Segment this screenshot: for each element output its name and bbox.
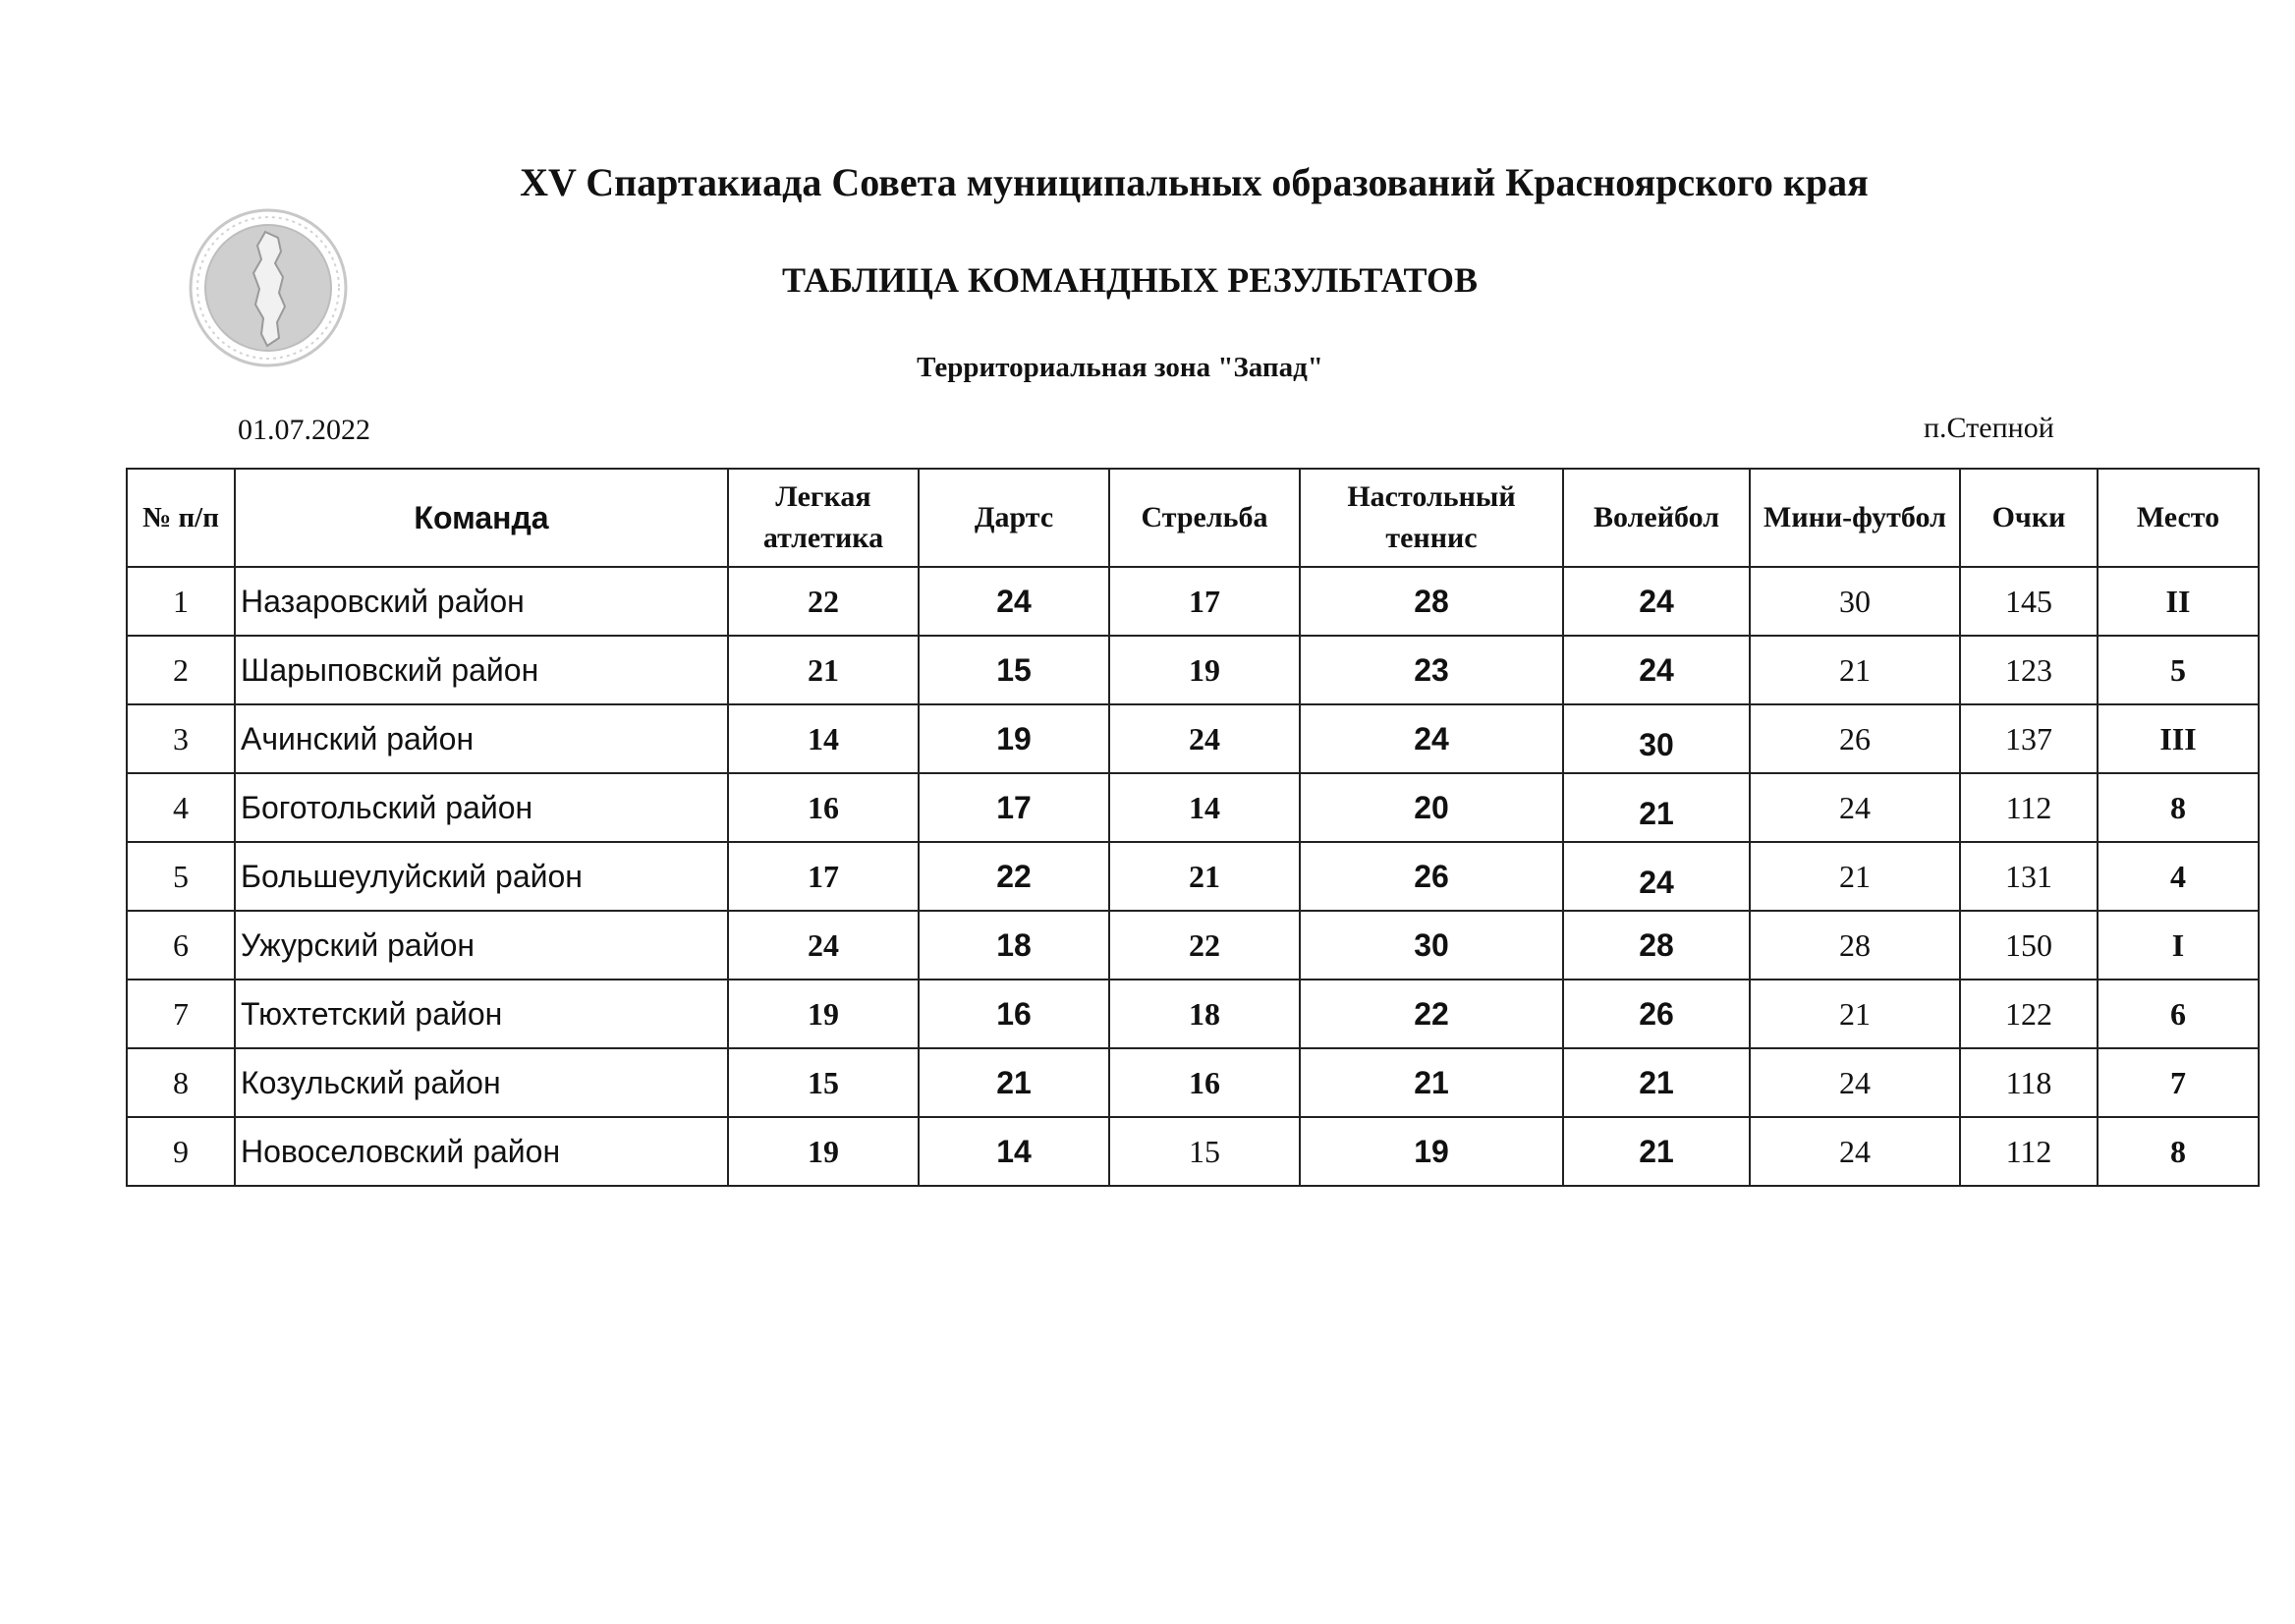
table-row — [127, 636, 2259, 704]
col-header-darts: Дартс — [919, 469, 1109, 567]
cell-volleyball: 21 — [1563, 773, 1750, 842]
table-row — [127, 773, 2259, 842]
cell-volleyball: 30 — [1563, 704, 1750, 773]
cell-shooting: 24 — [1109, 704, 1300, 773]
cell-volleyball: 26 — [1563, 980, 1750, 1048]
cell-points: 123 — [1960, 636, 2098, 704]
cell-table-tennis: 28 — [1300, 567, 1563, 636]
cell-place: 8 — [2098, 773, 2259, 842]
cell-athletics: 19 — [728, 980, 919, 1048]
cell-num: 5 — [127, 842, 235, 911]
cell-num: 1 — [127, 567, 235, 636]
cell-athletics: 15 — [728, 1048, 919, 1117]
cell-mini-football: 21 — [1750, 636, 1960, 704]
table-row — [127, 704, 2259, 773]
col-header-shooting: Стрельба — [1109, 469, 1300, 567]
cell-team: Новоселовский район — [235, 1117, 728, 1186]
cell-darts: 17 — [919, 773, 1109, 842]
cell-darts: 24 — [919, 567, 1109, 636]
cell-table-tennis: 20 — [1300, 773, 1563, 842]
cell-place: I — [2098, 911, 2259, 980]
table-row — [127, 567, 2259, 636]
cell-team: Шарыповский район — [235, 636, 728, 704]
cell-table-tennis: 30 — [1300, 911, 1563, 980]
cell-points: 112 — [1960, 773, 2098, 842]
cell-mini-football: 28 — [1750, 911, 1960, 980]
col-header-mini-football-label: Мини-футбол — [1763, 501, 1946, 533]
cell-volleyball: 28 — [1563, 911, 1750, 980]
event-location: п.Степной — [1924, 412, 2054, 444]
cell-table-tennis: 22 — [1300, 980, 1563, 1048]
cell-team: Ачинский район — [235, 704, 728, 773]
cell-shooting: 22 — [1109, 911, 1300, 980]
cell-shooting: 17 — [1109, 567, 1300, 636]
cell-shooting: 14 — [1109, 773, 1300, 842]
cell-place: 6 — [2098, 980, 2259, 1048]
cell-volleyball: 24 — [1563, 567, 1750, 636]
col-header-team: Команда — [235, 469, 728, 567]
cell-points: 131 — [1960, 842, 2098, 911]
cell-place: 8 — [2098, 1117, 2259, 1186]
cell-num: 6 — [127, 911, 235, 980]
cell-athletics: 24 — [728, 911, 919, 980]
cell-num: 2 — [127, 636, 235, 704]
cell-mini-football: 26 — [1750, 704, 1960, 773]
cell-mini-football: 24 — [1750, 773, 1960, 842]
table-row — [127, 1048, 2259, 1117]
cell-num: 7 — [127, 980, 235, 1048]
table-row — [127, 1117, 2259, 1186]
cell-athletics: 14 — [728, 704, 919, 773]
cell-darts: 22 — [919, 842, 1109, 911]
cell-shooting: 21 — [1109, 842, 1300, 911]
cell-darts: 16 — [919, 980, 1109, 1048]
cell-darts: 19 — [919, 704, 1109, 773]
cell-volleyball: 24 — [1563, 842, 1750, 911]
cell-place: III — [2098, 704, 2259, 773]
cell-darts: 18 — [919, 911, 1109, 980]
territorial-zone: Территориальная зона "Запад" — [917, 352, 1323, 383]
table-row — [127, 842, 2259, 911]
cell-mini-football: 24 — [1750, 1117, 1960, 1186]
cell-place: II — [2098, 567, 2259, 636]
cell-table-tennis: 26 — [1300, 842, 1563, 911]
cell-points: 118 — [1960, 1048, 2098, 1117]
cell-mini-football: 24 — [1750, 1048, 1960, 1117]
cell-place: 5 — [2098, 636, 2259, 704]
cell-mini-football: 21 — [1750, 842, 1960, 911]
cell-darts: 14 — [919, 1117, 1109, 1186]
results-table — [126, 468, 2260, 1187]
cell-num: 8 — [127, 1048, 235, 1117]
cell-place: 7 — [2098, 1048, 2259, 1117]
cell-table-tennis: 19 — [1300, 1117, 1563, 1186]
col-header-points: Очки — [1960, 469, 2098, 567]
cell-volleyball: 21 — [1563, 1117, 1750, 1186]
cell-points: 145 — [1960, 567, 2098, 636]
col-header-athletics-label: Легкая атлетика — [762, 480, 884, 554]
cell-table-tennis: 23 — [1300, 636, 1563, 704]
col-header-volleyball: Волейбол — [1563, 469, 1750, 567]
cell-darts: 15 — [919, 636, 1109, 704]
cell-volleyball: 21 — [1563, 1048, 1750, 1117]
cell-shooting: 18 — [1109, 980, 1300, 1048]
cell-athletics: 21 — [728, 636, 919, 704]
cell-darts: 21 — [919, 1048, 1109, 1117]
cell-athletics: 16 — [728, 773, 919, 842]
cell-team: Боготольский район — [235, 773, 728, 842]
cell-athletics: 19 — [728, 1117, 919, 1186]
col-header-athletics — [728, 469, 919, 567]
cell-points: 112 — [1960, 1117, 2098, 1186]
cell-points: 137 — [1960, 704, 2098, 773]
cell-athletics: 17 — [728, 842, 919, 911]
cell-shooting: 15 — [1109, 1117, 1300, 1186]
cell-points: 122 — [1960, 980, 2098, 1048]
cell-volleyball: 24 — [1563, 636, 1750, 704]
col-header-place: Место — [2098, 469, 2259, 567]
cell-points: 150 — [1960, 911, 2098, 980]
table-row — [127, 980, 2259, 1048]
table-subtitle: ТАБЛИЦА КОМАНДНЫХ РЕЗУЛЬТАТОВ — [782, 260, 1478, 300]
cell-place: 4 — [2098, 842, 2259, 911]
table-header-row — [127, 469, 2259, 567]
cell-shooting: 19 — [1109, 636, 1300, 704]
event-date: 01.07.2022 — [238, 414, 370, 446]
cell-mini-football: 30 — [1750, 567, 1960, 636]
cell-num: 4 — [127, 773, 235, 842]
col-header-table-tennis-label: Настольный теннис — [1347, 480, 1516, 554]
document-title: XV Спартакиада Совета муниципальных образований Красноярского края — [520, 160, 1869, 204]
col-header-mini-football — [1750, 469, 1960, 567]
table-row — [127, 911, 2259, 980]
cell-team: Назаровский район — [235, 567, 728, 636]
cell-shooting: 16 — [1109, 1048, 1300, 1117]
cell-team: Тюхтетский район — [235, 980, 728, 1048]
cell-table-tennis: 21 — [1300, 1048, 1563, 1117]
col-header-num: № п/п — [127, 469, 235, 567]
col-header-table-tennis — [1300, 469, 1563, 567]
cell-mini-football: 21 — [1750, 980, 1960, 1048]
krasnoyarsk-region-emblem-icon — [185, 208, 352, 367]
cell-team: Ужурский район — [235, 911, 728, 980]
cell-team: Большеулуйский район — [235, 842, 728, 911]
cell-num: 9 — [127, 1117, 235, 1186]
cell-athletics: 22 — [728, 567, 919, 636]
cell-num: 3 — [127, 704, 235, 773]
cell-team: Козульский район — [235, 1048, 728, 1117]
cell-table-tennis: 24 — [1300, 704, 1563, 773]
